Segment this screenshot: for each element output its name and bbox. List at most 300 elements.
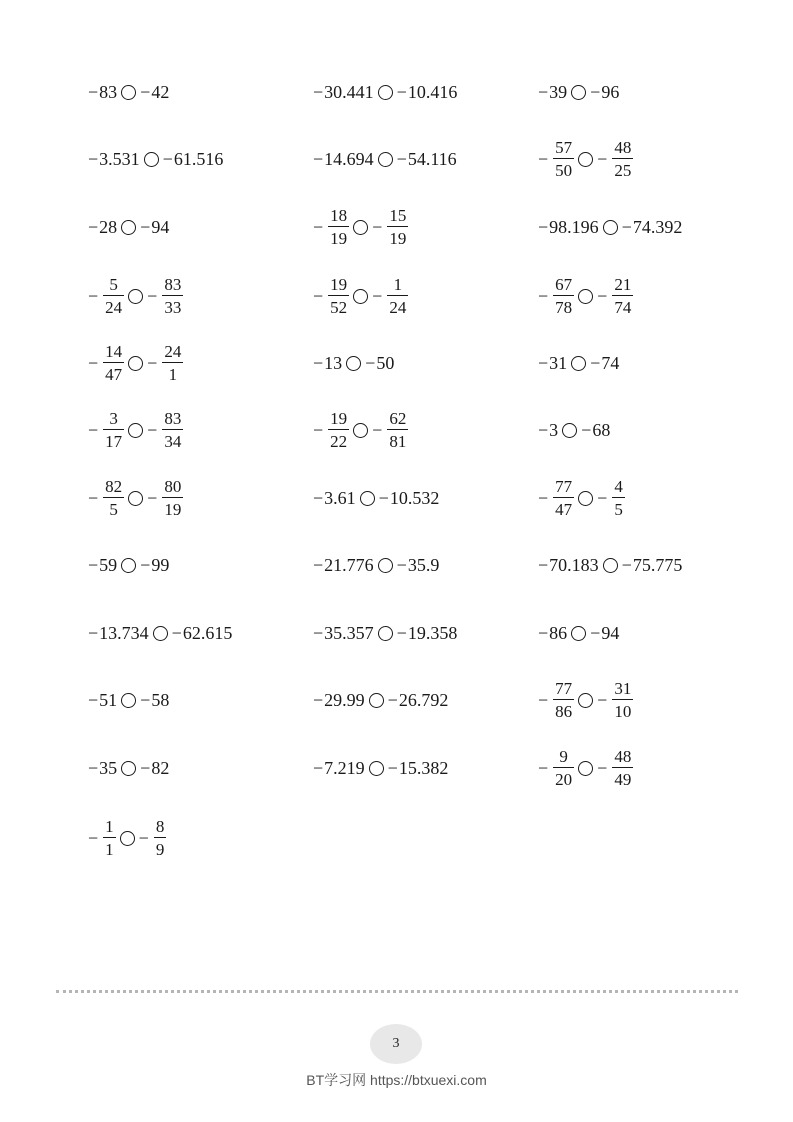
answer-circle-blank[interactable] bbox=[121, 693, 136, 708]
denominator: 19 bbox=[389, 229, 407, 248]
denominator: 20 bbox=[555, 770, 573, 789]
page-number: 3 bbox=[392, 1036, 400, 1051]
left-operand bbox=[313, 555, 374, 576]
left-operand bbox=[88, 217, 117, 238]
number-value: 15.382 bbox=[398, 757, 449, 778]
minus-sign: − bbox=[88, 419, 99, 440]
right-operand bbox=[597, 680, 633, 720]
minus-sign: − bbox=[538, 622, 549, 643]
minus-sign: − bbox=[396, 622, 407, 643]
numerator: 82 bbox=[105, 477, 123, 496]
numerator: 1 bbox=[105, 817, 114, 836]
right-operand bbox=[597, 748, 633, 788]
right-operand bbox=[397, 555, 440, 576]
number-value: 94 bbox=[151, 216, 170, 237]
minus-sign: − bbox=[396, 554, 407, 575]
fraction bbox=[387, 207, 408, 247]
answer-circle-blank[interactable] bbox=[578, 761, 593, 776]
numerator: 77 bbox=[555, 477, 573, 496]
minus-sign: − bbox=[313, 622, 324, 643]
right-operand bbox=[622, 555, 683, 576]
fraction bbox=[612, 748, 633, 788]
right-operand bbox=[140, 690, 169, 711]
comparison-problem bbox=[313, 137, 457, 181]
comparison-problem bbox=[88, 816, 166, 860]
answer-circle-blank[interactable] bbox=[360, 491, 375, 506]
numerator: 9 bbox=[559, 747, 568, 766]
number-value: 29.99 bbox=[324, 689, 365, 710]
number-value: 75.775 bbox=[632, 554, 683, 575]
minus-sign: − bbox=[538, 352, 549, 373]
numerator: 3 bbox=[109, 409, 118, 428]
answer-circle-blank[interactable] bbox=[378, 152, 393, 167]
minus-sign: − bbox=[313, 285, 324, 306]
fraction bbox=[162, 343, 183, 383]
right-operand bbox=[397, 149, 457, 170]
right-operand bbox=[590, 623, 619, 644]
number-value: 50 bbox=[376, 352, 395, 373]
left-operand bbox=[313, 690, 365, 711]
answer-circle-blank[interactable] bbox=[603, 220, 618, 235]
answer-circle-blank[interactable] bbox=[121, 85, 136, 100]
right-operand bbox=[139, 818, 167, 858]
minus-sign: − bbox=[621, 554, 632, 575]
comparison-problem bbox=[88, 611, 232, 655]
left-operand bbox=[313, 758, 365, 779]
minus-sign: − bbox=[597, 487, 608, 508]
denominator: 24 bbox=[389, 298, 407, 317]
fraction bbox=[328, 276, 349, 316]
minus-sign: − bbox=[313, 216, 324, 237]
comparison-problem bbox=[88, 476, 183, 520]
right-operand bbox=[372, 410, 408, 450]
left-operand bbox=[88, 818, 116, 858]
minus-sign: − bbox=[313, 81, 324, 102]
answer-circle-blank[interactable] bbox=[128, 356, 143, 371]
fraction bbox=[553, 139, 574, 179]
number-value: 70.183 bbox=[549, 554, 599, 575]
minus-sign: − bbox=[313, 419, 324, 440]
minus-sign: − bbox=[147, 352, 158, 373]
minus-sign: − bbox=[387, 757, 398, 778]
numerator: 5 bbox=[109, 275, 118, 294]
right-operand bbox=[140, 217, 169, 238]
minus-sign: − bbox=[147, 419, 158, 440]
comparison-problem bbox=[313, 543, 439, 587]
minus-sign: − bbox=[88, 148, 99, 169]
denominator: 5 bbox=[109, 500, 118, 519]
minus-sign: − bbox=[365, 352, 376, 373]
comparison-problem bbox=[88, 70, 169, 114]
comparison-problem bbox=[88, 274, 183, 318]
right-operand bbox=[597, 276, 633, 316]
denominator: 17 bbox=[105, 432, 123, 451]
fraction bbox=[553, 276, 574, 316]
denominator: 81 bbox=[389, 432, 407, 451]
comparison-problem bbox=[313, 476, 439, 520]
answer-circle-blank[interactable] bbox=[571, 626, 586, 641]
minus-sign: − bbox=[313, 352, 324, 373]
answer-circle-blank[interactable] bbox=[346, 356, 361, 371]
numerator: 1 bbox=[393, 275, 403, 294]
numerator: 24 bbox=[164, 342, 182, 361]
minus-sign: − bbox=[396, 81, 407, 102]
minus-sign: − bbox=[597, 285, 608, 306]
numerator: 18 bbox=[330, 206, 348, 225]
answer-circle-blank[interactable] bbox=[353, 423, 368, 438]
minus-sign: − bbox=[597, 689, 608, 710]
numerator: 19 bbox=[330, 275, 348, 294]
comparison-problem bbox=[313, 70, 457, 114]
left-operand bbox=[88, 758, 117, 779]
answer-circle-blank[interactable] bbox=[562, 423, 577, 438]
minus-sign: − bbox=[597, 757, 608, 778]
number-value: 74 bbox=[601, 352, 620, 373]
answer-circle-blank[interactable] bbox=[603, 558, 618, 573]
footer-site-text: BT学习网 https://btxuexi.com bbox=[306, 1072, 487, 1088]
number-value: 14.694 bbox=[324, 148, 374, 169]
fraction bbox=[553, 478, 574, 518]
minus-sign: − bbox=[590, 352, 601, 373]
minus-sign: − bbox=[313, 757, 324, 778]
answer-circle-blank[interactable] bbox=[571, 356, 586, 371]
numerator: 19 bbox=[330, 409, 348, 428]
fraction bbox=[328, 207, 349, 247]
number-value: 42 bbox=[151, 81, 170, 102]
number-value: 30.441 bbox=[324, 81, 374, 102]
answer-circle-blank[interactable] bbox=[578, 152, 593, 167]
answer-circle-blank[interactable] bbox=[144, 152, 159, 167]
left-operand bbox=[88, 555, 117, 576]
fraction bbox=[154, 818, 167, 858]
comparison-problem bbox=[88, 137, 223, 181]
number-value: 10.416 bbox=[407, 81, 458, 102]
numerator: 15 bbox=[389, 206, 407, 225]
numerator: 57 bbox=[555, 138, 573, 157]
number-value: 59 bbox=[99, 554, 118, 575]
fraction bbox=[553, 748, 574, 788]
fraction bbox=[612, 680, 633, 720]
fraction bbox=[162, 478, 183, 518]
minus-sign: − bbox=[147, 285, 158, 306]
comparison-problem bbox=[538, 137, 633, 181]
left-operand bbox=[538, 139, 574, 179]
minus-sign: − bbox=[313, 148, 324, 169]
numerator: 62 bbox=[389, 409, 407, 428]
comparison-problem bbox=[538, 476, 625, 520]
minus-sign: − bbox=[538, 689, 549, 710]
number-value: 26.792 bbox=[398, 689, 449, 710]
right-operand bbox=[372, 276, 408, 316]
left-operand bbox=[538, 353, 567, 374]
answer-circle-blank[interactable] bbox=[369, 693, 384, 708]
right-operand bbox=[147, 276, 183, 316]
minus-sign: − bbox=[590, 81, 601, 102]
number-value: 10.532 bbox=[389, 487, 440, 508]
comparison-problem bbox=[538, 205, 682, 249]
minus-sign: − bbox=[140, 554, 151, 575]
answer-circle-blank[interactable] bbox=[369, 761, 384, 776]
right-operand bbox=[140, 555, 169, 576]
answer-circle-blank[interactable] bbox=[378, 626, 393, 641]
comparison-problem bbox=[313, 341, 394, 385]
comparison-problem bbox=[538, 678, 633, 722]
right-operand bbox=[147, 343, 183, 383]
number-value: 98.196 bbox=[549, 216, 599, 237]
minus-sign: − bbox=[313, 487, 324, 508]
minus-sign: − bbox=[313, 689, 324, 710]
right-operand bbox=[581, 420, 610, 441]
minus-sign: − bbox=[372, 419, 383, 440]
minus-sign: − bbox=[140, 757, 151, 778]
left-operand bbox=[313, 410, 349, 450]
number-value: 62.615 bbox=[182, 622, 233, 643]
number-value: 19.358 bbox=[407, 622, 458, 643]
number-value: 61.516 bbox=[173, 148, 224, 169]
number-value: 13.734 bbox=[99, 622, 149, 643]
minus-sign: − bbox=[171, 622, 182, 643]
comparison-problem bbox=[88, 678, 169, 722]
fraction bbox=[328, 410, 349, 450]
numerator: 14 bbox=[105, 342, 123, 361]
comparison-problem bbox=[538, 408, 610, 452]
right-operand bbox=[365, 353, 394, 374]
left-operand bbox=[313, 488, 356, 509]
number-value: 7.219 bbox=[324, 757, 365, 778]
right-operand bbox=[172, 623, 233, 644]
number-value: 21.776 bbox=[324, 554, 374, 575]
comparison-problem bbox=[538, 341, 619, 385]
answer-circle-blank[interactable] bbox=[378, 85, 393, 100]
right-operand bbox=[140, 82, 169, 103]
minus-sign: − bbox=[88, 757, 99, 778]
minus-sign: − bbox=[88, 622, 99, 643]
minus-sign: − bbox=[140, 216, 151, 237]
right-operand bbox=[140, 758, 169, 779]
right-operand bbox=[397, 82, 458, 103]
minus-sign: − bbox=[538, 487, 549, 508]
denominator: 10 bbox=[614, 702, 632, 721]
answer-circle-blank[interactable] bbox=[353, 289, 368, 304]
fraction bbox=[612, 139, 633, 179]
denominator: 25 bbox=[614, 161, 632, 180]
number-value: 94 bbox=[601, 622, 620, 643]
left-operand bbox=[538, 420, 558, 441]
fraction bbox=[387, 410, 408, 450]
minus-sign: − bbox=[538, 285, 549, 306]
left-operand bbox=[313, 149, 374, 170]
numerator: 80 bbox=[164, 477, 182, 496]
comparison-problem bbox=[538, 274, 633, 318]
left-operand bbox=[88, 343, 124, 383]
number-value: 58 bbox=[151, 689, 170, 710]
comparison-problem bbox=[88, 746, 169, 790]
numerator: 21 bbox=[614, 275, 632, 294]
left-operand bbox=[538, 82, 567, 103]
comparison-problem bbox=[88, 408, 183, 452]
right-operand bbox=[147, 410, 183, 450]
numerator: 83 bbox=[164, 275, 182, 294]
minus-sign: − bbox=[621, 216, 632, 237]
fraction bbox=[103, 410, 124, 450]
numerator: 8 bbox=[155, 817, 165, 836]
right-operand bbox=[163, 149, 224, 170]
left-operand bbox=[88, 82, 117, 103]
answer-circle-blank[interactable] bbox=[578, 491, 593, 506]
number-value: 35.9 bbox=[407, 554, 440, 575]
answer-circle-blank[interactable] bbox=[378, 558, 393, 573]
denominator: 19 bbox=[330, 229, 348, 248]
denominator: 52 bbox=[330, 298, 348, 317]
fraction bbox=[387, 276, 408, 316]
minus-sign: − bbox=[538, 554, 549, 575]
answer-circle-blank[interactable] bbox=[121, 761, 136, 776]
comparison-problem bbox=[538, 746, 633, 790]
left-operand bbox=[538, 623, 567, 644]
number-value: 86 bbox=[549, 622, 568, 643]
minus-sign: − bbox=[597, 148, 608, 169]
answer-circle-blank[interactable] bbox=[128, 423, 143, 438]
fraction bbox=[162, 276, 183, 316]
dotted-divider bbox=[56, 990, 738, 993]
fraction bbox=[103, 343, 124, 383]
denominator: 24 bbox=[105, 298, 123, 317]
denominator: 1 bbox=[168, 365, 178, 384]
number-value: 51 bbox=[99, 689, 118, 710]
minus-sign: − bbox=[538, 757, 549, 778]
numerator: 48 bbox=[614, 138, 632, 157]
comparison-problem bbox=[538, 543, 682, 587]
comparison-problem bbox=[538, 611, 619, 655]
left-operand bbox=[88, 276, 124, 316]
right-operand bbox=[597, 478, 625, 518]
fraction bbox=[103, 478, 124, 518]
minus-sign: − bbox=[88, 487, 99, 508]
fraction bbox=[612, 276, 633, 316]
numerator: 83 bbox=[164, 409, 182, 428]
numerator: 77 bbox=[555, 679, 573, 698]
left-operand bbox=[313, 276, 349, 316]
number-value: 3.61 bbox=[324, 487, 356, 508]
minus-sign: − bbox=[162, 148, 173, 169]
answer-circle-blank[interactable] bbox=[153, 626, 168, 641]
denominator: 47 bbox=[105, 365, 123, 384]
left-operand bbox=[88, 478, 124, 518]
fraction bbox=[553, 680, 574, 720]
number-value: 13 bbox=[324, 352, 343, 373]
number-value: 35 bbox=[99, 757, 118, 778]
answer-circle-blank[interactable] bbox=[120, 831, 135, 846]
comparison-problem bbox=[88, 205, 169, 249]
left-operand bbox=[313, 207, 349, 247]
left-operand bbox=[538, 217, 599, 238]
number-value: 3.531 bbox=[99, 148, 140, 169]
minus-sign: − bbox=[378, 487, 389, 508]
comparison-problem bbox=[313, 611, 457, 655]
right-operand bbox=[590, 82, 619, 103]
denominator: 50 bbox=[555, 161, 573, 180]
answer-circle-blank[interactable] bbox=[353, 220, 368, 235]
denominator: 49 bbox=[614, 770, 632, 789]
answer-circle-blank[interactable] bbox=[128, 289, 143, 304]
left-operand bbox=[313, 623, 374, 644]
comparison-problem bbox=[538, 70, 619, 114]
answer-circle-blank[interactable] bbox=[578, 289, 593, 304]
denominator: 74 bbox=[614, 298, 632, 317]
number-value: 99 bbox=[151, 554, 170, 575]
minus-sign: − bbox=[138, 827, 149, 848]
number-value: 31 bbox=[549, 352, 568, 373]
left-operand bbox=[538, 680, 574, 720]
right-operand bbox=[379, 488, 440, 509]
number-value: 39 bbox=[549, 81, 568, 102]
comparison-problem bbox=[88, 341, 183, 385]
right-operand bbox=[388, 690, 449, 711]
answer-circle-blank[interactable] bbox=[121, 558, 136, 573]
minus-sign: − bbox=[147, 487, 158, 508]
minus-sign: − bbox=[140, 81, 151, 102]
minus-sign: − bbox=[581, 419, 592, 440]
left-operand bbox=[88, 149, 140, 170]
answer-circle-blank[interactable] bbox=[121, 220, 136, 235]
minus-sign: − bbox=[538, 216, 549, 237]
left-operand bbox=[313, 353, 342, 374]
right-operand bbox=[372, 207, 408, 247]
right-operand bbox=[597, 139, 633, 179]
right-operand bbox=[590, 353, 619, 374]
denominator: 86 bbox=[555, 702, 573, 721]
numerator: 48 bbox=[614, 747, 632, 766]
number-value: 35.357 bbox=[324, 622, 374, 643]
minus-sign: − bbox=[88, 285, 99, 306]
left-operand bbox=[88, 410, 124, 450]
minus-sign: − bbox=[387, 689, 398, 710]
page-number-badge bbox=[370, 1024, 422, 1064]
number-value: 28 bbox=[99, 216, 118, 237]
numerator: 31 bbox=[614, 679, 632, 698]
minus-sign: − bbox=[372, 285, 383, 306]
right-operand bbox=[147, 478, 183, 518]
right-operand bbox=[388, 758, 449, 779]
answer-circle-blank[interactable] bbox=[128, 491, 143, 506]
comparison-problem bbox=[313, 746, 448, 790]
minus-sign: − bbox=[88, 81, 99, 102]
minus-sign: − bbox=[88, 827, 99, 848]
minus-sign: − bbox=[88, 689, 99, 710]
left-operand bbox=[538, 478, 574, 518]
numerator: 4 bbox=[614, 477, 623, 496]
comparison-problem bbox=[313, 205, 408, 249]
denominator: 33 bbox=[164, 298, 182, 317]
minus-sign: − bbox=[538, 419, 549, 440]
right-operand bbox=[622, 217, 683, 238]
denominator: 1 bbox=[105, 840, 114, 859]
right-operand bbox=[397, 623, 458, 644]
denominator: 78 bbox=[555, 298, 573, 317]
left-operand bbox=[538, 276, 574, 316]
answer-circle-blank[interactable] bbox=[571, 85, 586, 100]
number-value: 68 bbox=[592, 419, 611, 440]
answer-circle-blank[interactable] bbox=[578, 693, 593, 708]
number-value: 3 bbox=[549, 419, 559, 440]
number-value: 82 bbox=[151, 757, 170, 778]
minus-sign: − bbox=[88, 554, 99, 575]
minus-sign: − bbox=[140, 689, 151, 710]
denominator: 34 bbox=[164, 432, 182, 451]
number-value: 54.116 bbox=[407, 148, 457, 169]
comparison-problem bbox=[88, 543, 169, 587]
fraction bbox=[162, 410, 183, 450]
